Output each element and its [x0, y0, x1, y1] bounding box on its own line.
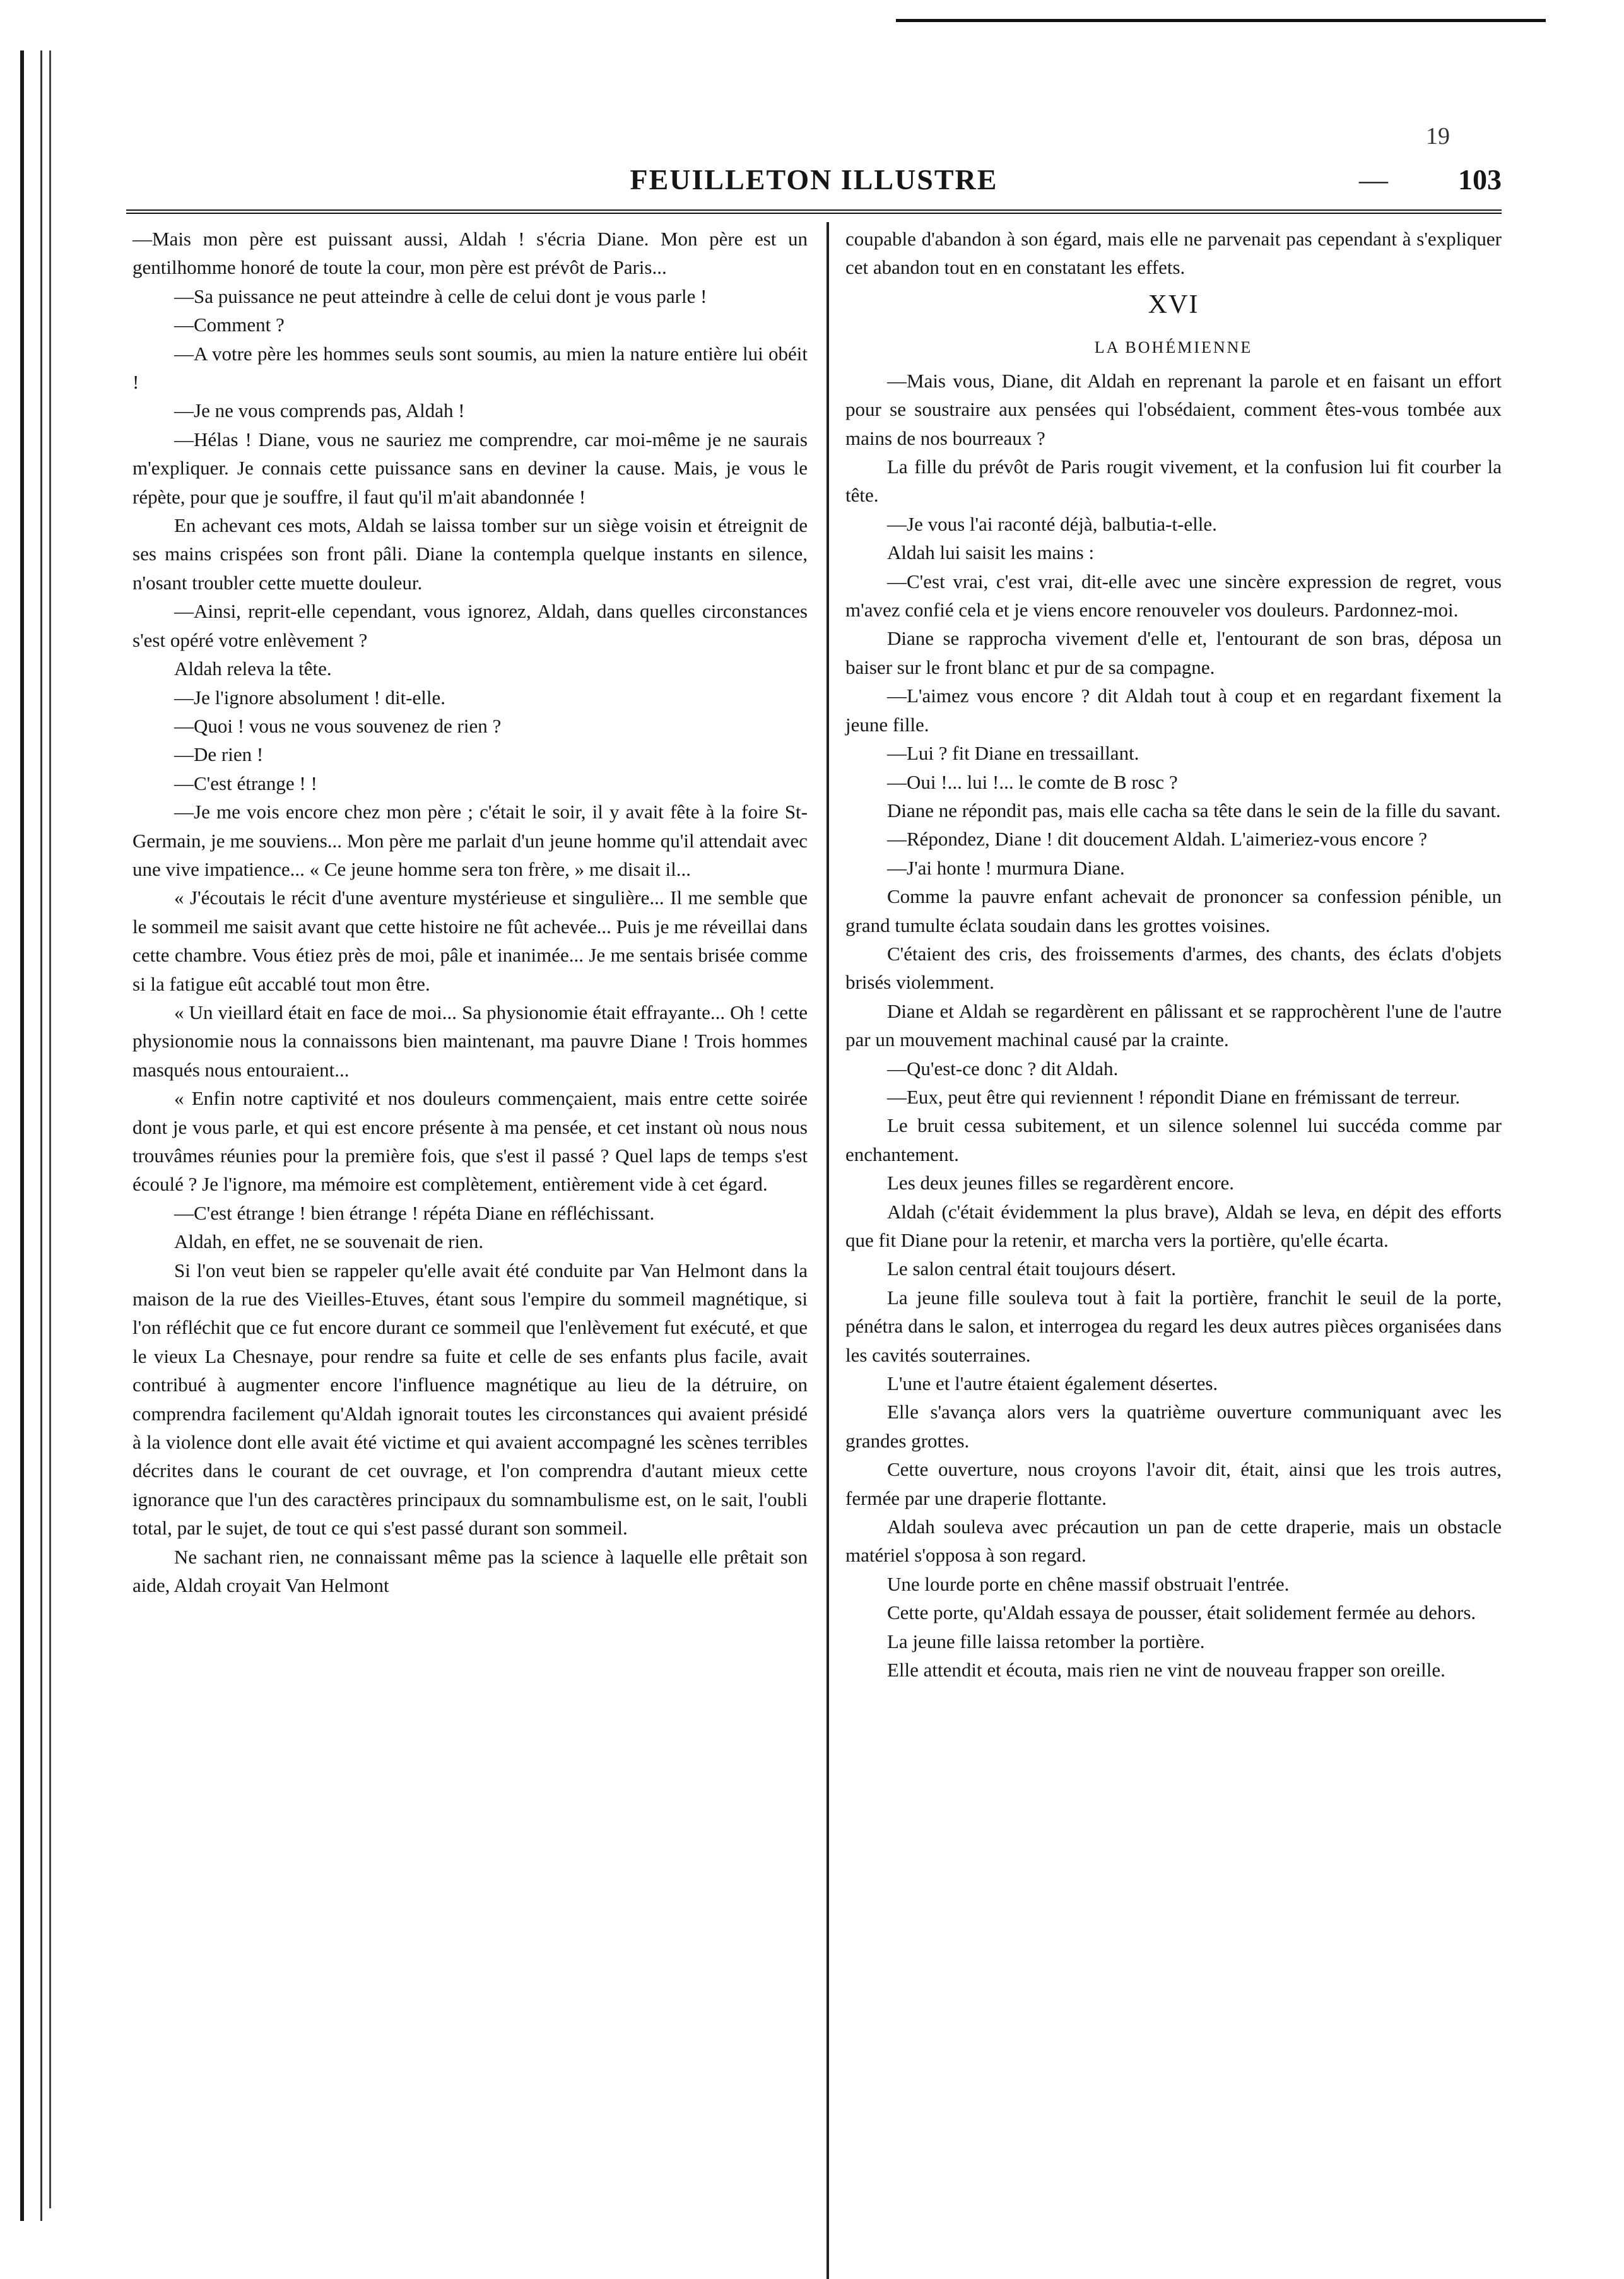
paragraph: En achevant ces mots, Aldah se laissa tomber sur un siège voisin et étreignit de ses mains crispées son front pâli. Diane la contempla quelque instants en silence, n'osant troubler cette muette douleur.: [132, 514, 808, 594]
paragraph: Aldah souleva avec précaution un pan de cette draperie, mais un obstacle matériel s'opposa à son regard.: [845, 1516, 1502, 1567]
paragraph: —Ainsi, reprit-elle cependant, vous ignorez, Aldah, dans quelles circonstances s'est opéré votre enlèvement ?: [132, 600, 808, 651]
paragraph: Aldah lui saisit les mains :: [887, 541, 1095, 564]
paragraph: « Enfin notre captivité et nos douleurs commençaient, mais entre cette soirée dont je vous parle, et qui est encore présente à ma pensée, et cet instant où nous nous trouvâmes réunies pour la première fois, que s'est il passé ? Quel laps de temps s'est écoulé ? Je l'ignore, ma mémoire est complètement, entièrement vide à cet égard.: [132, 1087, 808, 1196]
paragraph: Elle attendit et écouta, mais rien ne vint de nouveau frapper son oreille.: [887, 1659, 1445, 1681]
right-column: [845, 225, 1502, 1685]
paragraph: —Je vous l'ai raconté déjà, balbutia-t-elle.: [887, 512, 1217, 535]
paragraph: —C'est étrange ! !: [174, 772, 317, 794]
header-rule: [126, 209, 1502, 214]
paragraph: L'une et l'autre étaient également désertes.: [887, 1372, 1218, 1395]
paragraph: La jeune fille laissa retomber la portière.: [887, 1630, 1205, 1652]
chapter-number: XVI: [1148, 290, 1199, 319]
paragraph: —L'aimez vous encore ? dit Aldah tout à coup et en regardant fixement la jeune fille.: [845, 685, 1502, 736]
paragraph: —Oui !... lui !... le comte de B rosc ?: [887, 770, 1178, 793]
paragraph: —Comment ?: [174, 314, 285, 336]
paragraph: Ne sachant rien, ne connaissant même pas la science à laquelle elle prêtait son aide, Aldah croyait Van Helmont: [132, 1545, 808, 1597]
paragraph: —Quoi ! vous ne vous souvenez de rien ?: [174, 714, 502, 737]
paragraph: —Répondez, Diane ! dit doucement Aldah. L'aimeriez-vous encore ?: [887, 828, 1428, 851]
paragraph: —Je l'ignore absolument ! dit-elle.: [174, 686, 446, 709]
paragraph: —Lui ? fit Diane en tressaillant.: [887, 742, 1139, 765]
header-title: FEUILLETON ILLUSTRE: [630, 163, 998, 196]
running-header: [126, 163, 1502, 207]
paragraph: Si l'on veut bien se rappeler qu'elle avait été conduite par Van Helmont dans la maison de la rue des Vieilles-Etuves, étant sous l'empire du sommeil magnétique, si l'on réfléchit que ce fut encore durant ce sommeil que l'enlèvement fut exécuté, et que le vieux La Chesnaye, pour rendre sa fuite et celle de ses enfants plus facile, avait contribué à augmenter encore l'influence magnétique au lieu de la détruire, on comprendra facilement qu'Aldah ignorait toutes les circonstances qui avaient présidé à la violence dont elle avait été victime et qui avaient accompagné les scènes terribles décrites dans le courant de cet ouvrage, et l'on comprendra d'autant mieux cette ignorance que l'un des caractères principaux du somnambulisme est, on le sait, l'oubli total, par le sujet, de tout ce qui s'est passé durant son sommeil.: [132, 1259, 808, 1540]
handwritten-mark: 19: [1426, 123, 1450, 150]
paragraph: —Mais mon père est puissant aussi, Aldah ! s'écria Diane. Mon père est un gentilhomme honoré de toute la cour, mon père est prévôt de Paris...: [132, 228, 808, 279]
paragraph: Cette ouverture, nous croyons l'avoir dit, était, ainsi que les trois autres, fermée par une draperie flottante.: [845, 1458, 1502, 1509]
paragraph: Aldah (c'était évidemment la plus brave), Aldah se leva, en dépit des efforts que fit Diane pour la retenir, et marcha vers la portière, qu'elle écarta.: [845, 1200, 1502, 1251]
paragraph: —C'est vrai, c'est vrai, dit-elle avec une sincère expression de regret, vous m'avez confié cela et je viens encore renouveler vos douleurs. Pardonnez-moi.: [845, 570, 1502, 621]
paragraph: —Je ne vous comprends pas, Aldah !: [174, 399, 465, 422]
page-number: 103: [1458, 163, 1502, 196]
page-binding-line: [49, 50, 51, 2208]
paragraph: Elle s'avança alors vers la quatrième ouverture communiquant avec les grandes grottes.: [845, 1401, 1502, 1452]
paragraph: Une lourde porte en chêne massif obstruait l'entrée.: [887, 1572, 1290, 1595]
paragraph: Diane et Aldah se regardèrent en pâlissant et se rapprochèrent l'une de l'autre par un mouvement machinal causé par la crainte.: [845, 999, 1502, 1051]
paragraph: Les deux jeunes filles se regardèrent encore.: [887, 1172, 1234, 1194]
column-divider: [827, 222, 829, 2279]
paragraph: Comme la pauvre enfant achevait de prononcer sa confession pénible, un grand tumulte éclata soudain dans les grottes voisines.: [845, 885, 1502, 936]
paragraph: C'étaient des cris, des froissements d'armes, des chants, des éclats d'objets brisés violemment.: [845, 942, 1502, 994]
paragraph: Le salon central était toujours désert.: [887, 1257, 1176, 1280]
paragraph-continuation: coupable d'abandon à son égard, mais elle ne parvenait pas cependant à s'expliquer cet abandon tout en en constatant les effets.: [845, 228, 1502, 279]
chapter-title: LA BOHÉMIENNE: [1094, 338, 1253, 356]
paragraph: —Je me vois encore chez mon père ; c'était le soir, il y avait fête à la foire St-Germain, je me souviens... Mon père me parlait d'un jeune homme qu'il attendait avec une vive impatience... « Ce jeune homme sera ton frère, » me disait il...: [132, 801, 808, 880]
paragraph: —Qu'est-ce donc ? dit Aldah.: [887, 1057, 1119, 1080]
paragraph: La jeune fille souleva tout à fait la portière, franchit le seuil de la porte, pénétra dans le salon, et interrogea du regard les deux autres pièces organisées dans les cavités souterraines.: [845, 1286, 1502, 1366]
paragraph: La fille du prévôt de Paris rougit vivement, et la confusion lui fit courber la tête.: [845, 456, 1502, 507]
left-column: [132, 225, 808, 1600]
paragraph: Diane se rapprocha vivement d'elle et, l'entourant de son bras, déposa un baiser sur le front blanc et pur de sa compagne.: [845, 627, 1502, 678]
paragraph: —C'est étrange ! bien étrange ! répéta Diane en réfléchissant.: [174, 1201, 655, 1224]
header-dash: —: [1359, 163, 1388, 196]
top-rule: [896, 19, 1546, 22]
paragraph: —J'ai honte ! murmura Diane.: [887, 856, 1125, 879]
paragraph: —Mais vous, Diane, dit Aldah en reprenant la parole et en faisant un effort pour se soustraire aux pensées qui l'obsédaient, comment êtes-vous tombée aux mains de nos bourreaux ?: [845, 369, 1502, 449]
paragraph: —Eux, peut être qui reviennent ! répondit Diane en frémissant de terreur.: [887, 1085, 1461, 1108]
paragraph: —Hélas ! Diane, vous ne sauriez me comprendre, car moi-même je ne saurais m'expliquer. Je connais cette puissance sans en deviner la cause. Mais, je vous le répète, pour que je souffre, il faut qu'il m'ait abandonnée !: [132, 428, 808, 508]
paragraph: —A votre père les hommes seuls sont soumis, au mien la nature entière lui obéit !: [132, 342, 808, 394]
paragraph: Cette porte, qu'Aldah essaya de pousser, était solidement fermée au dehors.: [887, 1601, 1476, 1624]
paragraph: Aldah releva la tête.: [174, 657, 332, 680]
paragraph: Aldah, en effet, ne se souvenait de rien.: [174, 1230, 484, 1253]
paragraph: Diane ne répondit pas, mais elle cacha sa tête dans le sein de la fille du savant.: [887, 799, 1501, 822]
paragraph: « Un vieillard était en face de moi... Sa physionomie était effrayante... Oh ! cette physionomie nous la connaissons bien maintenant, ma pauvre Diane ! Trois hommes masqués nous entouraient...: [132, 1001, 808, 1081]
paragraph: —Sa puissance ne peut atteindre à celle de celui dont je vous parle !: [174, 285, 707, 307]
paragraph: Le bruit cessa subitement, et un silence solennel lui succéda comme par enchantement.: [845, 1114, 1502, 1165]
paragraph: —De rien !: [174, 743, 264, 766]
paragraph: « J'écoutais le récit d'une aventure mystérieuse et singulière... Il me semble que le sommeil me saisit avant que cette histoire ne fût achevée... Puis je me réveillai dans cette chambre. Vous étiez près de moi, pâle et inanimée... Je me sentais brisée comme si la fatigue eût accablé tout mon être.: [132, 886, 808, 995]
page-binding-edge: [20, 50, 42, 2221]
